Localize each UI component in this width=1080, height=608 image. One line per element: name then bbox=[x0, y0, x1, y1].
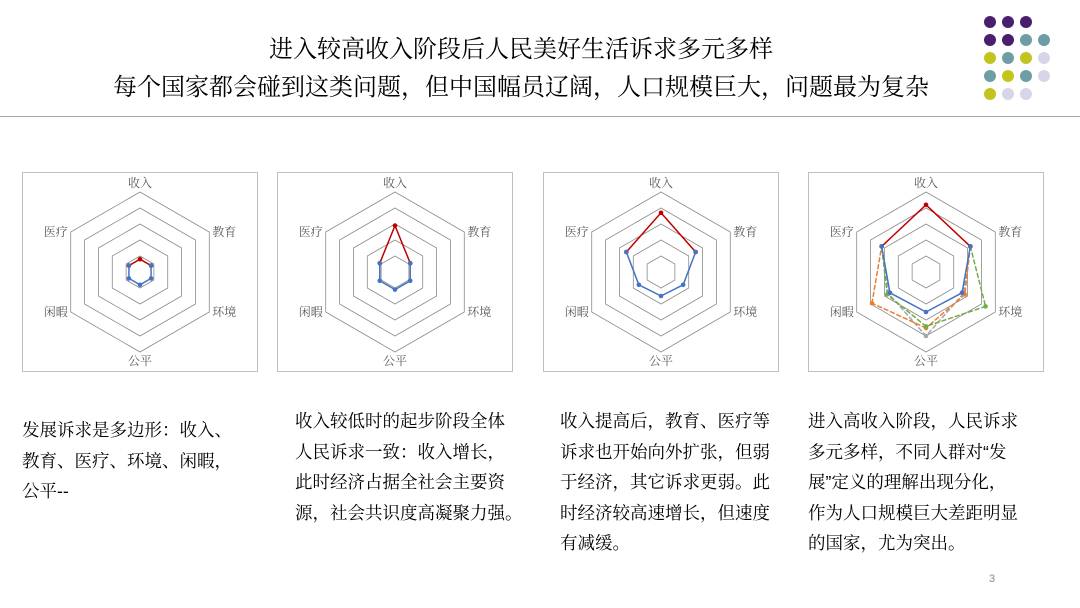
data-point bbox=[393, 287, 398, 292]
series-line-segment bbox=[970, 246, 985, 306]
data-point bbox=[149, 276, 154, 281]
grid-ring bbox=[98, 224, 181, 320]
caption-line: 作为人口规模巨大差距明显 bbox=[808, 502, 1018, 523]
radar-panel-2 bbox=[277, 172, 513, 372]
caption-line: 此时经济占据全社会主要资 bbox=[295, 472, 505, 492]
data-point bbox=[377, 279, 382, 284]
caption-line: 教育、医疗、环境、闲暇， bbox=[22, 450, 232, 471]
axis-label: 医疗 bbox=[43, 225, 68, 239]
data-point bbox=[377, 261, 382, 266]
grid-ring bbox=[112, 240, 167, 304]
axis-label: 收入 bbox=[127, 176, 153, 190]
caption-line: 展”定义的理解出现分化， bbox=[808, 472, 1007, 492]
grid-ring bbox=[619, 224, 702, 320]
axis-label: 环境 bbox=[998, 305, 1023, 319]
title-divider bbox=[0, 116, 1080, 117]
data-point bbox=[637, 283, 642, 288]
axis-label: 公平 bbox=[648, 354, 674, 368]
series-line-segment bbox=[926, 205, 970, 247]
axis-label: 闲暇 bbox=[564, 305, 589, 319]
title-line-1: 进入较高收入阶段后人民美好生活诉求多元多样 bbox=[269, 36, 773, 63]
series-line-segment bbox=[882, 205, 926, 247]
decor-dot bbox=[1002, 16, 1014, 28]
caption-line: 于经济，其它诉求更弱。此 bbox=[560, 472, 770, 492]
data-point bbox=[127, 276, 132, 281]
caption-line: 源，社会共识度高凝聚力强。 bbox=[295, 502, 523, 523]
grid-ring bbox=[592, 192, 731, 352]
grid-ring bbox=[871, 208, 982, 336]
radar-chart-2 bbox=[277, 172, 513, 372]
axis-label: 收入 bbox=[913, 176, 939, 190]
data-point bbox=[408, 261, 413, 266]
caption-line: 收入较低时的起步阶段全体 bbox=[295, 411, 505, 431]
data-point bbox=[879, 244, 884, 249]
caption-line: 多元多样，不同人群对“发 bbox=[808, 441, 1007, 462]
series-line-segment bbox=[872, 246, 882, 303]
grid-ring bbox=[71, 192, 210, 352]
axis-label: 环境 bbox=[733, 305, 758, 319]
grid-ring bbox=[367, 240, 422, 304]
data-point bbox=[659, 211, 664, 216]
radar-panel-4 bbox=[808, 172, 1044, 372]
data-point bbox=[624, 250, 629, 255]
series-line-segment bbox=[926, 306, 986, 326]
caption-line: 发展诉求是多边形：收入、 bbox=[22, 420, 232, 440]
series-line-segment bbox=[887, 294, 926, 326]
caption-line: 时经济较高速增长，但速度 bbox=[560, 502, 770, 523]
data-point bbox=[960, 291, 965, 296]
data-point bbox=[983, 304, 988, 309]
data-point bbox=[393, 223, 398, 228]
grid-ring bbox=[884, 224, 967, 320]
data-point bbox=[659, 294, 664, 299]
grid-ring bbox=[326, 192, 465, 352]
caption-line: 公平-- bbox=[22, 481, 69, 501]
axis-label: 环境 bbox=[467, 305, 492, 319]
axis-label: 教育 bbox=[733, 225, 758, 239]
series bbox=[624, 250, 698, 299]
axis-label: 收入 bbox=[382, 176, 408, 190]
grid-ring bbox=[85, 208, 196, 336]
axis-label: 教育 bbox=[467, 225, 492, 239]
series bbox=[377, 261, 412, 292]
grid-ring bbox=[912, 256, 940, 288]
data-point bbox=[681, 283, 686, 288]
caption-line: 人民诉求一致：收入增长， bbox=[295, 441, 505, 462]
series bbox=[127, 263, 154, 287]
radar-chart-3 bbox=[543, 172, 779, 372]
data-point bbox=[127, 263, 132, 268]
grid-ring bbox=[898, 240, 953, 304]
axis-label: 医疗 bbox=[564, 225, 589, 239]
axis-label: 公平 bbox=[913, 354, 939, 368]
series bbox=[624, 211, 698, 255]
caption-panel-3 bbox=[560, 406, 770, 559]
caption-line: 有减缓。 bbox=[560, 533, 630, 553]
axis-label: 闲暇 bbox=[43, 305, 68, 319]
axis-label: 闲暇 bbox=[298, 305, 323, 319]
radar-panel-3 bbox=[543, 172, 779, 372]
slide-title bbox=[0, 31, 1042, 107]
data-point bbox=[693, 250, 698, 255]
data-point bbox=[968, 244, 973, 249]
data-point bbox=[924, 310, 929, 315]
axis-label: 公平 bbox=[382, 354, 408, 368]
data-point bbox=[138, 257, 143, 262]
caption-line: 诉求也开始向外扩张，但弱 bbox=[560, 441, 770, 462]
decor-dot bbox=[1020, 16, 1032, 28]
data-point bbox=[924, 324, 929, 329]
caption-line: 进入高收入阶段，人民诉求 bbox=[808, 411, 1018, 431]
data-point bbox=[888, 291, 893, 296]
series-line-segment bbox=[661, 213, 696, 252]
axis-label: 环境 bbox=[212, 305, 237, 319]
data-point bbox=[924, 334, 929, 339]
grid-ring bbox=[353, 224, 436, 320]
decor-dot bbox=[984, 16, 996, 28]
series-line-segment bbox=[926, 294, 965, 328]
series-line-segment bbox=[683, 252, 695, 285]
title-line-2: 每个国家都会碰到这类问题，但中国幅员辽阔，人口规模巨大，问题最为复杂 bbox=[113, 74, 929, 101]
caption-panel-1 bbox=[22, 415, 232, 507]
grid-ring bbox=[647, 256, 675, 288]
caption-line: 的国家，尤为突出。 bbox=[808, 533, 966, 553]
axis-label: 闲暇 bbox=[829, 305, 854, 319]
axis-label: 收入 bbox=[648, 176, 674, 190]
series-line-segment bbox=[626, 213, 661, 252]
axis-label: 医疗 bbox=[829, 225, 854, 239]
axis-label: 医疗 bbox=[298, 225, 323, 239]
caption-panel-2 bbox=[295, 406, 523, 528]
series-line-segment bbox=[626, 252, 638, 285]
axis-label: 教育 bbox=[998, 225, 1023, 239]
data-point bbox=[924, 203, 929, 208]
data-point bbox=[408, 279, 413, 284]
page-number: 3 bbox=[989, 573, 996, 585]
series-line-segment bbox=[962, 246, 970, 292]
series bbox=[879, 203, 972, 249]
series bbox=[377, 223, 412, 265]
axis-label: 教育 bbox=[212, 225, 237, 239]
radar-chart-1 bbox=[22, 172, 258, 372]
axis-label: 公平 bbox=[127, 354, 153, 368]
data-point bbox=[870, 301, 875, 306]
caption-panel-4 bbox=[808, 406, 1018, 559]
radar-panel-1 bbox=[22, 172, 258, 372]
data-point bbox=[138, 283, 143, 288]
caption-line: 收入提高后，教育、医疗等 bbox=[560, 411, 770, 431]
series-line-segment bbox=[395, 281, 410, 290]
radar-chart-4 bbox=[808, 172, 1044, 372]
series-line-segment bbox=[380, 281, 395, 290]
data-point bbox=[149, 263, 154, 268]
grid-ring bbox=[606, 208, 717, 336]
